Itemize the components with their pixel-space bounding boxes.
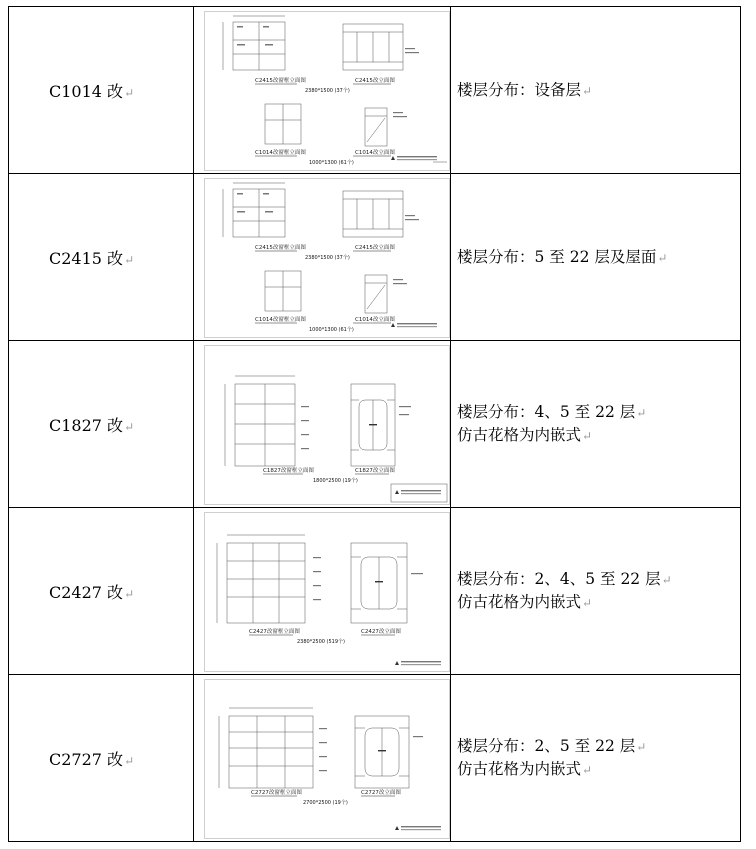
- return-mark-icon: ↵: [124, 753, 135, 768]
- return-mark-icon: ↵: [582, 83, 593, 98]
- return-mark-icon: ↵: [636, 740, 647, 754]
- return-mark-icon: ↵: [124, 419, 135, 434]
- drawing-cell: [194, 341, 451, 508]
- cad-drawing-svg: [205, 179, 449, 337]
- drawing-cell: [194, 7, 451, 174]
- bottom-right-title: C1014改立面图: [355, 150, 395, 156]
- bottom-size: 1000*1300 (61个): [309, 327, 354, 333]
- table-row: [9, 508, 741, 675]
- return-mark-icon: ↵: [582, 596, 593, 610]
- drawing-cell: [194, 174, 451, 341]
- title-block-stamp: [395, 661, 441, 665]
- right-title: C2427改立面图: [361, 629, 401, 635]
- desc-line: 仿古花格为内嵌式: [457, 760, 582, 778]
- table-row: [9, 7, 741, 174]
- right-title: C2727改立面图: [361, 790, 401, 796]
- return-mark-icon: ↵: [124, 586, 135, 601]
- drawing-cell: [194, 508, 451, 675]
- window-code-cell: [9, 7, 194, 174]
- cad-drawing-sheet: [204, 512, 450, 672]
- desc-line: 楼层分布：5 至 22 层及屋面: [457, 247, 657, 266]
- cad-drawing-svg: [205, 12, 449, 170]
- left-title: C1827改窗框立面图: [263, 468, 314, 474]
- window-code-cell: [9, 675, 194, 842]
- table-row: [9, 675, 741, 842]
- bottom-right-title: C1014改立面图: [355, 317, 395, 323]
- table-row: [9, 341, 741, 508]
- floor-distribution-cell: [451, 508, 741, 675]
- title-block-stamp: [395, 490, 441, 494]
- top-size: 2380*1500 (37个): [305, 88, 350, 94]
- left-title: C2727改窗框立面图: [251, 790, 302, 796]
- floor-distribution-cell: [451, 174, 741, 341]
- top-left-title: C2415改窗框立面图: [255, 78, 306, 84]
- return-mark-icon: ↵: [582, 429, 593, 443]
- floor-distribution-cell: [451, 341, 741, 508]
- cad-drawing-sheet: [204, 679, 450, 839]
- size-note: 2380*2500 (519个): [297, 639, 345, 645]
- cad-drawing-sheet: [204, 345, 450, 505]
- window-code: C2415 改: [49, 248, 124, 268]
- return-mark-icon: ↵: [636, 406, 647, 420]
- return-mark-icon: ↵: [657, 250, 668, 265]
- bottom-size: 1000*1300 (61个): [309, 160, 354, 166]
- return-mark-icon: ↵: [124, 252, 135, 267]
- right-title: C1827改立面图: [355, 468, 395, 474]
- top-left-title: C2415改窗框立面图: [255, 245, 306, 251]
- desc-line: 楼层分布：2、4、5 至 22 层: [457, 570, 661, 588]
- window-code-cell: [9, 341, 194, 508]
- cad-drawing-svg: [205, 680, 449, 838]
- window-code: C1014 改: [49, 81, 124, 101]
- title-block-stamp: [395, 826, 441, 830]
- bottom-left-title: C1014改窗框立面图: [255, 317, 306, 323]
- cad-drawing-svg: [205, 513, 449, 671]
- cad-drawing-sheet: [204, 11, 450, 171]
- desc-line: 仿古花格为内嵌式: [457, 593, 582, 611]
- return-mark-icon: ↵: [661, 573, 672, 587]
- table-row: [9, 174, 741, 341]
- top-size: 2380*1500 (37个): [305, 255, 350, 261]
- window-spec-table: [8, 6, 741, 842]
- desc-line: 楼层分布：2、5 至 22 层: [457, 737, 636, 755]
- top-right-title: C2415改立面图: [355, 245, 395, 251]
- floor-distribution-cell: [451, 675, 741, 842]
- desc-line: 仿古花格为内嵌式: [457, 426, 582, 444]
- desc-line: 楼层分布：设备层: [457, 80, 582, 99]
- window-code-cell: [9, 508, 194, 675]
- return-mark-icon: ↵: [124, 85, 135, 100]
- drawing-cell: [194, 675, 451, 842]
- cad-drawing-svg: [205, 346, 449, 504]
- cad-drawing-sheet: [204, 178, 450, 338]
- return-mark-icon: ↵: [582, 763, 593, 777]
- window-code: C2727 改: [49, 749, 124, 769]
- window-code: C1827 改: [49, 415, 124, 435]
- size-note: 2700*2500 (19个): [303, 800, 348, 806]
- window-code-cell: [9, 174, 194, 341]
- title-block-stamp: [391, 156, 437, 160]
- desc-line: 楼层分布：4、5 至 22 层: [457, 403, 636, 421]
- window-code: C2427 改: [49, 582, 124, 602]
- left-title: C2427改窗框立面图: [249, 629, 300, 635]
- title-block-stamp: [391, 323, 437, 327]
- top-right-title: C2415改立面图: [355, 78, 395, 84]
- floor-distribution-cell: [451, 7, 741, 174]
- bottom-left-title: C1014改窗框立面图: [255, 150, 306, 156]
- size-note: 1800*2500 (19个): [313, 478, 358, 484]
